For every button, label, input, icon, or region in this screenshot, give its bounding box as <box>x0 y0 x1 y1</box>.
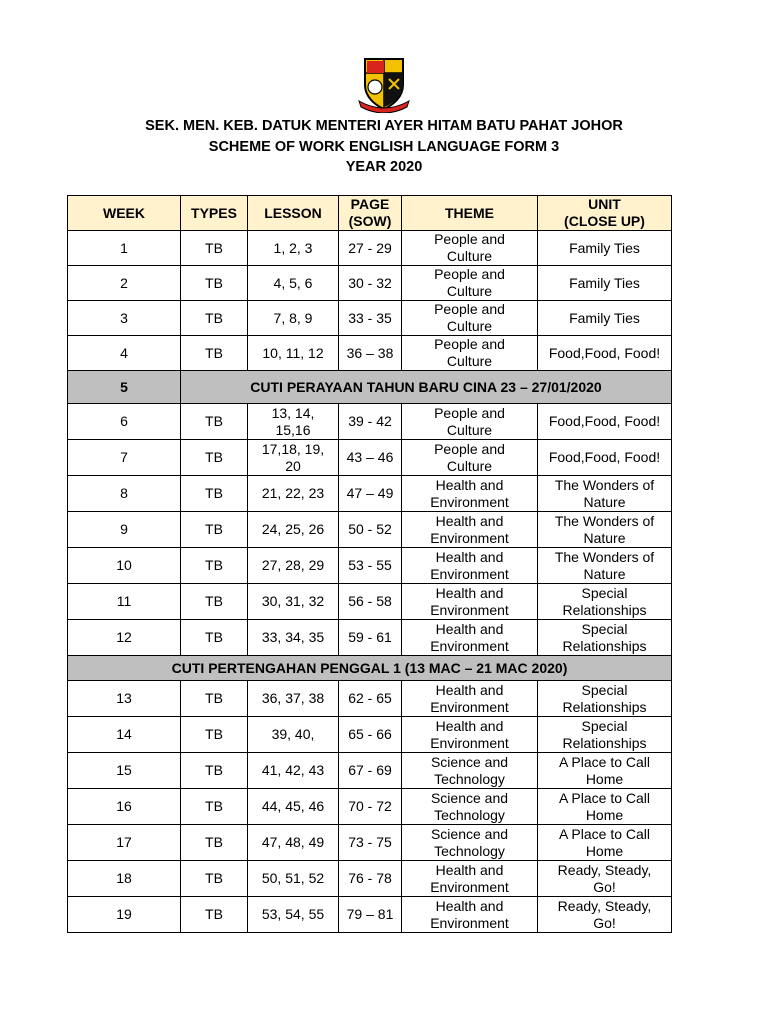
unit-line: A Place to Call <box>558 825 651 842</box>
unit-line: Go! <box>593 878 616 895</box>
week-cell: 9 <box>68 512 181 548</box>
theme-line: People and <box>434 231 505 247</box>
unit-cell <box>538 620 672 656</box>
table-row <box>68 681 672 717</box>
unit-cell <box>538 897 672 933</box>
theme-line: Science and <box>430 825 509 842</box>
theme-line: People and <box>434 266 505 282</box>
unit-line: Relationships <box>562 698 647 715</box>
unit-line: A Place to Call <box>558 753 651 770</box>
week-cell: 12 <box>68 620 181 656</box>
page-cell: 33 - 35 <box>339 301 402 336</box>
theme-line: Health and <box>435 717 504 734</box>
school-crest-logo <box>357 55 411 113</box>
week-cell: 5 <box>68 371 181 404</box>
column-header-page-line1: PAGE <box>350 196 390 212</box>
lesson-cell: 47, 48, 49 <box>248 825 339 861</box>
page-cell: 39 - 42 <box>339 404 402 440</box>
column-header-unit <box>538 196 672 231</box>
types-cell: TB <box>181 584 248 620</box>
theme-line: Health and <box>435 681 504 698</box>
unit-cell <box>538 825 672 861</box>
lesson-cell: 4, 5, 6 <box>248 266 339 301</box>
unit-cell <box>538 266 672 301</box>
lesson-line: 17,18, 19, <box>261 440 325 457</box>
theme-line: Culture <box>446 457 493 474</box>
unit-line: Food,Food, Food! <box>548 449 661 465</box>
page-cell: 36 – 38 <box>339 336 402 371</box>
theme-cell <box>402 681 538 717</box>
column-header-lesson: LESSON <box>248 196 339 231</box>
week-cell: 17 <box>68 825 181 861</box>
page-cell: 62 - 65 <box>339 681 402 717</box>
lesson-line: 15,16 <box>275 421 311 438</box>
lesson-cell: 21, 22, 23 <box>248 476 339 512</box>
lesson-cell <box>248 440 339 476</box>
theme-line: Health and <box>435 897 504 914</box>
unit-line: Special <box>581 620 628 637</box>
types-cell: TB <box>181 620 248 656</box>
theme-line: Environment <box>430 493 509 510</box>
theme-line: People and <box>434 336 505 352</box>
unit-cell <box>538 476 672 512</box>
theme-cell <box>402 440 538 476</box>
table-row <box>68 476 672 512</box>
unit-cell <box>538 861 672 897</box>
holiday-label: CUTI PERTENGAHAN PENGGAL 1 (13 MAC – 21 MAC 2020) <box>68 656 672 681</box>
unit-line: Food,Food, Food! <box>548 413 661 429</box>
theme-line: People and <box>434 404 505 421</box>
theme-line: Environment <box>430 734 509 751</box>
table-row <box>68 825 672 861</box>
theme-line: Health and <box>435 512 504 529</box>
lesson-cell: 30, 31, 32 <box>248 584 339 620</box>
theme-cell <box>402 231 538 266</box>
lesson-cell: 33, 34, 35 <box>248 620 339 656</box>
table-row <box>68 548 672 584</box>
types-cell: TB <box>181 548 248 584</box>
document-header <box>0 116 768 178</box>
week-cell: 19 <box>68 897 181 933</box>
theme-line: Science and <box>430 753 509 770</box>
types-cell: TB <box>181 231 248 266</box>
theme-line: Culture <box>446 353 493 369</box>
table-row <box>68 231 672 266</box>
types-cell: TB <box>181 861 248 897</box>
column-header-week: WEEK <box>68 196 181 231</box>
lesson-cell: 7, 8, 9 <box>248 301 339 336</box>
theme-cell <box>402 404 538 440</box>
types-cell: TB <box>181 897 248 933</box>
table-row <box>68 266 672 301</box>
table-row <box>68 301 672 336</box>
theme-cell <box>402 897 538 933</box>
theme-line: Culture <box>446 283 493 299</box>
week-cell: 16 <box>68 789 181 825</box>
lesson-cell: 24, 25, 26 <box>248 512 339 548</box>
lesson-cell: 44, 45, 46 <box>248 789 339 825</box>
unit-line: The Wonders of <box>554 476 655 493</box>
page-cell: 70 - 72 <box>339 789 402 825</box>
unit-line: The Wonders of <box>554 548 655 565</box>
week-cell: 6 <box>68 404 181 440</box>
lesson-cell: 1, 2, 3 <box>248 231 339 266</box>
table-row <box>68 789 672 825</box>
theme-line: Environment <box>430 698 509 715</box>
types-cell: TB <box>181 512 248 548</box>
unit-line: Nature <box>583 529 626 546</box>
unit-line: Ready, Steady, <box>557 861 652 878</box>
week-cell: 7 <box>68 440 181 476</box>
document-title: SCHEME OF WORK ENGLISH LANGUAGE FORM 3 <box>208 138 560 155</box>
page-cell: 47 – 49 <box>339 476 402 512</box>
unit-line: Relationships <box>562 601 647 618</box>
column-header-unit-line2: (CLOSE UP) <box>564 213 645 229</box>
types-cell: TB <box>181 266 248 301</box>
lesson-cell: 41, 42, 43 <box>248 753 339 789</box>
lesson-cell: 27, 28, 29 <box>248 548 339 584</box>
types-cell: TB <box>181 717 248 753</box>
theme-cell <box>402 825 538 861</box>
table-row <box>68 753 672 789</box>
table-row <box>68 620 672 656</box>
unit-line: Go! <box>593 914 616 931</box>
lesson-cell: 39, 40, <box>248 717 339 753</box>
unit-line: Special <box>581 681 628 698</box>
table-body <box>68 231 672 933</box>
week-cell: 14 <box>68 717 181 753</box>
week-cell: 13 <box>68 681 181 717</box>
week-cell: 3 <box>68 301 181 336</box>
types-cell: TB <box>181 789 248 825</box>
theme-line: Culture <box>446 318 493 334</box>
week-cell: 15 <box>68 753 181 789</box>
theme-line: Environment <box>430 529 509 546</box>
table-row <box>68 717 672 753</box>
unit-line: Relationships <box>562 637 647 654</box>
unit-line: The Wonders of <box>554 512 655 529</box>
column-header-types: TYPES <box>181 196 248 231</box>
types-cell: TB <box>181 404 248 440</box>
theme-line: Environment <box>430 878 509 895</box>
theme-cell <box>402 789 538 825</box>
unit-cell <box>538 789 672 825</box>
unit-line: Ready, Steady, <box>557 897 652 914</box>
unit-line: Home <box>585 770 624 787</box>
unit-cell <box>538 231 672 266</box>
types-cell: TB <box>181 825 248 861</box>
unit-line: Family Ties <box>569 239 640 256</box>
unit-cell <box>538 440 672 476</box>
table-row <box>68 861 672 897</box>
week-cell: 1 <box>68 231 181 266</box>
theme-line: Technology <box>434 842 505 859</box>
lesson-cell: 50, 51, 52 <box>248 861 339 897</box>
types-cell: TB <box>181 476 248 512</box>
page-cell: 27 - 29 <box>339 231 402 266</box>
document-year: YEAR 2020 <box>345 159 423 175</box>
theme-line: Health and <box>435 584 504 601</box>
theme-cell <box>402 266 538 301</box>
scheme-of-work-table <box>67 195 672 933</box>
page-cell: 56 - 58 <box>339 584 402 620</box>
table-row <box>68 512 672 548</box>
page-cell: 65 - 66 <box>339 717 402 753</box>
lesson-cell: 36, 37, 38 <box>248 681 339 717</box>
theme-cell <box>402 476 538 512</box>
types-cell: TB <box>181 753 248 789</box>
theme-line: Culture <box>446 248 493 264</box>
unit-line: Family Ties <box>569 309 640 326</box>
theme-cell <box>402 301 538 336</box>
theme-line: Environment <box>430 601 509 618</box>
theme-line: Science and <box>430 789 509 806</box>
school-name: SEK. MEN. KEB. DATUK MENTERI AYER HITAM BATU PAHAT JOHOR <box>145 118 623 134</box>
table-row <box>68 584 672 620</box>
page-cell: 76 - 78 <box>339 861 402 897</box>
page-cell: 43 – 46 <box>339 440 402 476</box>
types-cell: TB <box>181 440 248 476</box>
theme-cell <box>402 620 538 656</box>
theme-line: Culture <box>446 421 493 438</box>
unit-cell <box>538 404 672 440</box>
theme-line: Health and <box>435 861 504 878</box>
week-cell: 4 <box>68 336 181 371</box>
lesson-line: 13, 14, <box>271 404 315 421</box>
lesson-line: 20 <box>285 457 301 474</box>
table-row <box>68 404 672 440</box>
column-header-unit-line1: UNIT <box>588 196 621 212</box>
types-cell: TB <box>181 681 248 717</box>
week-cell: 11 <box>68 584 181 620</box>
unit-line: Relationships <box>562 734 647 751</box>
page-cell: 53 - 55 <box>339 548 402 584</box>
theme-line: Environment <box>430 637 509 654</box>
holiday-row <box>68 656 672 681</box>
theme-line: People and <box>434 440 505 457</box>
theme-line: People and <box>434 301 505 317</box>
unit-line: Food,Food, Food! <box>548 344 661 361</box>
theme-cell <box>402 584 538 620</box>
theme-cell <box>402 717 538 753</box>
unit-cell <box>538 584 672 620</box>
unit-line: Nature <box>583 565 626 582</box>
page-cell: 59 - 61 <box>339 620 402 656</box>
theme-cell <box>402 861 538 897</box>
unit-line: Special <box>581 584 628 601</box>
table-row <box>68 440 672 476</box>
page-cell: 79 – 81 <box>339 897 402 933</box>
types-cell: TB <box>181 336 248 371</box>
unit-line: Special <box>581 717 628 734</box>
theme-line: Environment <box>430 914 509 931</box>
column-header-theme: THEME <box>402 196 538 231</box>
types-cell: TB <box>181 301 248 336</box>
unit-line: Family Ties <box>569 274 640 291</box>
theme-line: Environment <box>430 565 509 582</box>
unit-line: Home <box>585 842 624 859</box>
table-header-row <box>68 196 672 231</box>
week-cell: 10 <box>68 548 181 584</box>
lesson-cell: 53, 54, 55 <box>248 897 339 933</box>
unit-line: Nature <box>583 493 626 510</box>
holiday-row <box>68 371 672 404</box>
unit-cell <box>538 753 672 789</box>
theme-cell <box>402 336 538 371</box>
week-cell: 8 <box>68 476 181 512</box>
unit-cell <box>538 336 672 371</box>
unit-cell <box>538 717 672 753</box>
unit-cell <box>538 681 672 717</box>
theme-line: Health and <box>435 548 504 565</box>
page-cell: 50 - 52 <box>339 512 402 548</box>
column-header-page <box>339 196 402 231</box>
column-header-page-line2: (SOW) <box>348 213 392 229</box>
theme-line: Health and <box>435 476 504 493</box>
theme-cell <box>402 512 538 548</box>
table-row <box>68 336 672 371</box>
theme-line: Technology <box>434 770 505 787</box>
page-cell: 67 - 69 <box>339 753 402 789</box>
theme-line: Technology <box>434 806 505 823</box>
unit-cell <box>538 301 672 336</box>
theme-line: Health and <box>435 620 504 637</box>
unit-cell <box>538 548 672 584</box>
week-cell: 18 <box>68 861 181 897</box>
theme-cell <box>402 753 538 789</box>
unit-line: A Place to Call <box>558 789 651 806</box>
unit-cell <box>538 512 672 548</box>
week-cell: 2 <box>68 266 181 301</box>
unit-line: Home <box>585 806 624 823</box>
lesson-cell <box>248 404 339 440</box>
holiday-label: CUTI PERAYAAN TAHUN BARU CINA 23 – 27/01/2020 <box>181 371 672 404</box>
lesson-cell: 10, 11, 12 <box>248 336 339 371</box>
theme-cell <box>402 548 538 584</box>
table-row <box>68 897 672 933</box>
page-cell: 30 - 32 <box>339 266 402 301</box>
page-cell: 73 - 75 <box>339 825 402 861</box>
